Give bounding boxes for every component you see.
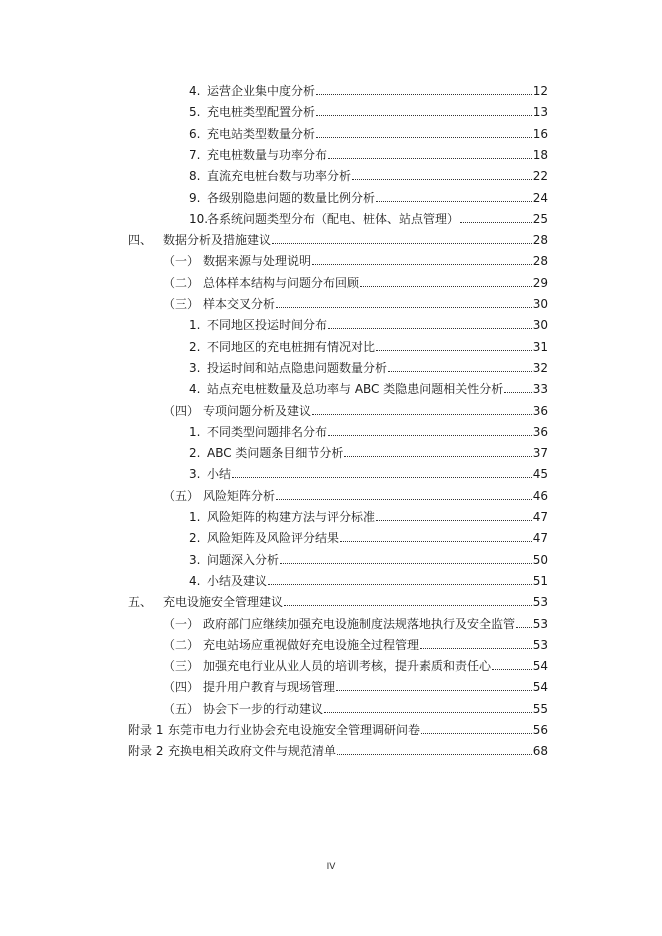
toc-entry[interactable] xyxy=(163,295,548,311)
dot-leader xyxy=(276,499,532,500)
toc-entry-page: 47 xyxy=(532,531,548,546)
toc-entry-title: 提升用户教育与现场管理 xyxy=(203,680,336,695)
toc-entry-page: 30 xyxy=(532,297,548,311)
toc-entry-number: （三） xyxy=(163,297,200,311)
dot-leader xyxy=(272,243,532,244)
toc-entry[interactable] xyxy=(189,146,548,162)
toc-entry-number: 6. xyxy=(189,126,201,141)
toc-entry[interactable] xyxy=(189,465,548,481)
toc-entry-title: 问题深入分析 xyxy=(207,552,280,567)
toc-entry-title: 不同地区的充电桩拥有情况对比 xyxy=(207,339,376,354)
toc-entry-number: 五、 xyxy=(128,595,153,610)
toc-entry-title: 东莞市电力行业协会充电设施安全管理调研问卷 xyxy=(168,723,421,737)
toc-entry-page: 53 xyxy=(532,637,548,652)
dot-leader xyxy=(312,414,532,415)
toc-entry-title: 样本交叉分析 xyxy=(203,297,276,311)
dot-leader xyxy=(232,477,532,478)
toc-entry-page: 13 xyxy=(532,105,548,120)
toc-entry-number: 附录 2 xyxy=(128,744,164,759)
toc-entry-number: 4. xyxy=(189,382,201,397)
toc-entry-number: 2. xyxy=(189,531,201,546)
dot-leader xyxy=(420,648,532,649)
toc-entry-page: 50 xyxy=(532,552,548,567)
toc-entry-number: 10. xyxy=(189,211,209,226)
dot-leader xyxy=(376,520,532,521)
toc-entry-page: 68 xyxy=(532,744,548,759)
toc-entry-page: 18 xyxy=(532,147,548,162)
toc-entry[interactable] xyxy=(189,82,548,98)
toc-entry-page: 22 xyxy=(532,169,548,184)
toc-entry-title: 风险矩阵的构建方法与评分标准 xyxy=(207,510,376,524)
toc-entry-title: 数据来源与处理说明 xyxy=(203,254,312,269)
toc-entry-page: 54 xyxy=(532,680,548,695)
toc-entry-title: 小结及建议 xyxy=(207,573,268,588)
toc-entry-page: 51 xyxy=(532,573,548,588)
dot-leader xyxy=(316,94,532,95)
toc-entry[interactable] xyxy=(189,551,548,567)
toc-entry-page: 25 xyxy=(532,211,548,226)
toc-entry-title: 投运时间和站点隐患问题数量分析 xyxy=(207,360,388,375)
toc-entry-title: 政府部门应继续加强充电设施制度法规落地执行及安全监管 xyxy=(203,616,516,631)
toc-entry-page: 28 xyxy=(532,233,548,248)
toc-entry[interactable] xyxy=(163,615,548,631)
toc-entry-number: 2. xyxy=(189,339,201,354)
toc-entry-page: 47 xyxy=(532,510,548,524)
toc-entry[interactable] xyxy=(163,252,548,268)
dot-leader xyxy=(492,669,532,670)
dot-leader xyxy=(504,392,531,393)
dot-leader xyxy=(328,158,532,159)
toc-entry-page: 45 xyxy=(532,467,548,482)
toc-entry-title: 充电设施安全管理建议 xyxy=(163,595,284,610)
dot-leader xyxy=(328,435,532,436)
toc-entry-title: 各级别隐患问题的数量比例分析 xyxy=(207,190,376,205)
toc-entry-title: 专项问题分析及建议 xyxy=(203,403,312,418)
toc-entry-number: 8. xyxy=(189,169,201,184)
toc-entry-number: 3. xyxy=(189,552,201,567)
toc-entry-page: 16 xyxy=(532,126,548,141)
toc-entry-title: 不同类型问题排名分布 xyxy=(207,424,328,439)
toc-entry[interactable] xyxy=(189,210,548,226)
dot-leader xyxy=(284,605,532,606)
toc-entry-page: 53 xyxy=(532,616,548,631)
toc-entry-page: 36 xyxy=(532,424,548,439)
toc-entry-page: 53 xyxy=(532,595,548,610)
toc-entry-page: 29 xyxy=(532,275,548,290)
dot-leader xyxy=(336,690,532,691)
toc-entry-number: （三） xyxy=(163,659,200,674)
toc-entry-number: （二） xyxy=(163,637,200,652)
toc-entry-number: 9. xyxy=(189,190,201,205)
toc-entry-title: 充换电相关政府文件与规范清单 xyxy=(168,744,337,759)
toc-entry[interactable] xyxy=(189,103,548,119)
toc-entry-number: 5. xyxy=(189,105,201,120)
toc-entry-title: 各系统问题类型分布（配电、桩体、站点管理） xyxy=(207,211,460,226)
toc-entry-page: 32 xyxy=(532,360,548,375)
toc-entry-page: 46 xyxy=(532,488,548,503)
dot-leader xyxy=(344,456,531,457)
toc-entry-page: 37 xyxy=(532,446,548,461)
dot-leader xyxy=(276,307,532,308)
toc-entry-title: 风险矩阵及风险评分结果 xyxy=(207,531,340,546)
dot-leader xyxy=(312,264,532,265)
toc-entry[interactable] xyxy=(163,700,548,716)
toc-entry-title: 充电桩数量与功率分布 xyxy=(207,147,328,162)
toc-entry-page: 54 xyxy=(532,659,548,674)
toc-entry-number: （一） xyxy=(163,254,200,269)
toc-entry[interactable] xyxy=(189,167,548,183)
toc-entry-number: 4. xyxy=(189,84,201,98)
toc-entry[interactable] xyxy=(128,593,548,609)
dot-leader xyxy=(421,733,532,734)
toc-entry-number: 1. xyxy=(189,318,201,333)
dot-leader xyxy=(316,137,532,138)
toc-entry-number: 7. xyxy=(189,147,201,162)
toc-entry-number: （五） xyxy=(163,701,200,716)
toc-entry[interactable] xyxy=(189,380,548,396)
toc-entry-number: 1. xyxy=(189,424,201,439)
toc-entry-title: 数据分析及措施建议 xyxy=(163,233,272,248)
toc-entry[interactable] xyxy=(163,636,548,652)
toc-entry-page: 31 xyxy=(532,339,548,354)
toc-entry-number: 3. xyxy=(189,360,201,375)
toc-entry-number: （五） xyxy=(163,488,200,503)
toc-entry[interactable] xyxy=(163,487,548,503)
dot-leader xyxy=(340,541,532,542)
dot-leader xyxy=(268,584,532,585)
toc-entry-number: 附录 1 xyxy=(128,723,164,737)
dot-leader xyxy=(376,350,532,351)
toc-entry-number: （二） xyxy=(163,275,200,290)
dot-leader xyxy=(460,222,532,223)
toc-entry-title: 充电桩类型配置分析 xyxy=(207,105,316,120)
toc-entry[interactable] xyxy=(163,678,548,694)
toc-entry[interactable] xyxy=(189,423,548,439)
toc-entry[interactable] xyxy=(128,231,548,247)
dot-leader xyxy=(376,201,532,202)
toc-entry-page: 12 xyxy=(532,84,548,98)
toc-entry-number: 四、 xyxy=(128,233,153,248)
toc-entry-number: 1. xyxy=(189,510,201,524)
toc-entry[interactable] xyxy=(189,125,548,141)
toc-entry[interactable] xyxy=(189,529,548,545)
toc-entry-title: 协会下一步的行动建议 xyxy=(203,701,324,716)
dot-leader xyxy=(388,371,532,372)
toc-entry-title: 加强充电行业从业人员的培训考核，提升素质和责任心 xyxy=(203,659,492,674)
toc-entry-title: 充电站类型数量分析 xyxy=(207,126,316,141)
toc-entry[interactable] xyxy=(163,274,548,290)
toc-entry-title: 总体样本结构与问题分布回顾 xyxy=(203,275,360,290)
toc-entry-title: 运营企业集中度分析 xyxy=(207,84,316,98)
toc-entry[interactable] xyxy=(189,338,548,354)
dot-leader xyxy=(328,328,532,329)
toc-entry[interactable] xyxy=(189,189,548,205)
toc-entry-number: （一） xyxy=(163,616,200,631)
toc-entry-page: 55 xyxy=(532,701,548,716)
toc-entry[interactable] xyxy=(189,444,548,460)
dot-leader xyxy=(280,563,532,564)
toc-entry-page: 30 xyxy=(532,318,548,333)
dot-leader xyxy=(337,754,532,755)
toc-entry-title: 站点充电桩数量及总功率与 ABC 类隐患问题相关性分析 xyxy=(207,382,504,397)
toc-entry-number: 2. xyxy=(189,446,201,461)
toc-entry-number: 3. xyxy=(189,467,201,482)
toc-entry-title: ABC 类问题条目细节分析 xyxy=(207,446,344,461)
toc-entry-number: 4. xyxy=(189,573,201,588)
toc-entry-title: 直流充电桩台数与功率分析 xyxy=(207,169,352,184)
dot-leader xyxy=(516,627,532,628)
toc-entry[interactable] xyxy=(128,742,548,758)
toc-entry[interactable] xyxy=(128,721,548,737)
toc-entry[interactable] xyxy=(163,402,548,418)
toc-entry-page: 24 xyxy=(532,190,548,205)
toc-entry-title: 小结 xyxy=(207,467,232,482)
toc-entry-title: 充电站场应重视做好充电设施全过程管理 xyxy=(203,637,420,652)
toc-entry-page: 33 xyxy=(532,382,548,397)
dot-leader xyxy=(352,179,532,180)
toc-entry-page: 36 xyxy=(532,403,548,418)
toc-entry-title: 不同地区投运时间分布 xyxy=(207,318,328,333)
toc-entry-page: 28 xyxy=(532,254,548,269)
dot-leader xyxy=(316,115,532,116)
dot-leader xyxy=(360,286,532,287)
toc-entry[interactable] xyxy=(189,508,548,524)
toc-entry-title: 风险矩阵分析 xyxy=(203,488,276,503)
toc-entry[interactable] xyxy=(189,316,548,332)
dot-leader xyxy=(324,712,532,713)
toc-entry-number: （四） xyxy=(163,403,200,418)
toc-entry[interactable] xyxy=(189,572,548,588)
toc-entry-number: （四） xyxy=(163,680,200,695)
page-number: IV xyxy=(326,862,336,872)
toc-entry-page: 56 xyxy=(532,723,548,737)
toc-entry[interactable] xyxy=(163,657,548,673)
toc-entry[interactable] xyxy=(189,359,548,375)
